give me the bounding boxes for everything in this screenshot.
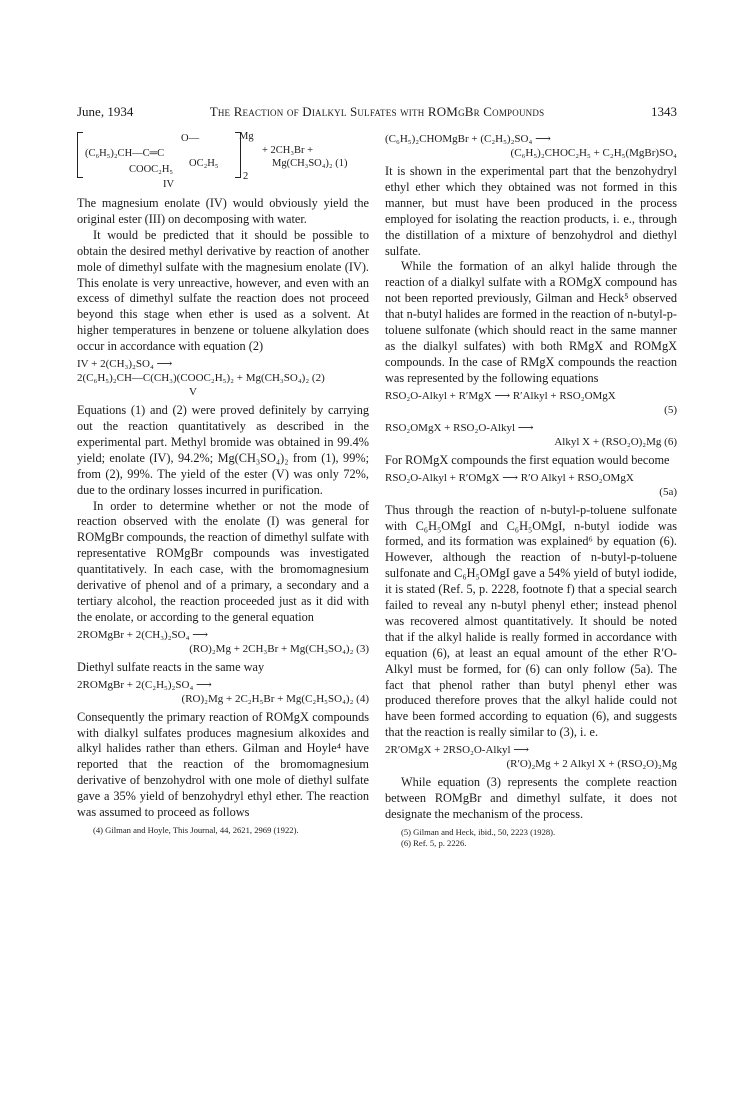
footnote-5: (5) Gilman and Heck, ibid., 50, 2223 (1928). [401,826,556,837]
equation-line: (RO)₂Mg + 2C₂H₅Br + Mg(C₂H₅SO₄)₂ (4) [181,692,369,705]
paragraph: The magnesium enolate (IV) would obviously yield the original ester (III) on decomposing with water. [77,196,369,226]
equation-line: (C₆H₅)₂CHOC₂H₅ + C₂H₅(MgBr)SO₄ [510,147,677,159]
footnote-4: (4) Gilman and Hoyle, This Journal, 44, 2621, 2969 (1922). [93,825,299,835]
struct-fragment: COOC₂H₅ [129,164,174,175]
struct-fragment: + 2CH₃Br + [262,145,314,156]
header-date: June, 1934 [77,104,134,119]
paragraph: Thus through the reaction of n-butyl-p-toluene sulfonate with C₆H₅OMgI and C₆H₅OMgI, n-butyl iodide was formed, and its formation was explained⁶ by equation (6). However, although the reaction of n-butyl-p-toluene sulfonate and C₆H₅OMgI gave a 54% yield of butyl iodide, it is stated (Ref. 5, p. 2228, footnote f) that a special search failed to reveal any n-butyl phenyl ether; instead phenol was recovered almost quantitatively. It should be noted that if the alkyl halide is really formed in accordance with equation (6), at least an equal amount of the ether R′O-Alkyl must be formed, for (6) can only follow (5a). The fact that phenol rather than butyl phenyl ether was produced therefore proves that the alkyl halide could not have been formed according to equation (6), and suggests that the reaction is really similar to (3), i. e. [385,502,677,740]
equation-line: RSO₂O-Alkyl + R′OMgX ⟶ R′O Alkyl + RSO₂OMgX [385,471,634,484]
paragraph: It would be predicted that it should be possible to obtain the desired methyl derivative by reaction of another mole of dimethyl sulfate with the magnesium enolate (IV). This enolate is very unreactive, however, and even with an excess of dimethyl sulfate the reaction does not proceed beyond this stage when ether is used as a solvent. At higher temperatures in benzene or toluene alkylation does occur in accordance with equation (2) [77,227,369,354]
equation-benzohydryl [385,132,677,160]
equation-4 [77,678,369,706]
paragraph: In order to determine whether or not the mode of reaction observed with the enolate (I) was general for ROMgBr compounds, the reaction of dimethyl sulfate with representative ROMgBr compounds was investigated quantitatively. In each case, with the bromomagnesium derivative of phenol and of a primary, a secondary and a tertiary alcohol, the reaction proceeded just as it did with the enolate, or according to the general equation [77,498,369,624]
paragraph: For ROMgX compounds the first equation would become [385,452,670,467]
page-number: 1343 [651,104,677,119]
equation-line: 2ROMgBr + 2(C₂H₅)₂SO₄ ⟶ [77,678,212,691]
paragraph: While the formation of an alkyl halide through the reaction of a dialkyl sulfate with a ROMgX compound has not been reported previously, Gilman and Heck⁵ observed that n-butyl halides are formed in the reaction of n-butyl-p-toluene sulfonate (which should react in the same manner as the dialkyl sulfates) with both RMgX and ROMgX compounds. In the case of RMgX compounds the reaction was represented by the following equations [385,259,677,385]
struct-fragment: 2 [243,171,249,182]
equation-label: V [189,386,197,399]
right-column [385,130,677,849]
structure-equation-1 [77,130,369,192]
left-bracket [77,132,83,178]
left-column [77,130,369,836]
equation-line: (RO)₂Mg + 2CH₃Br + Mg(CH₃SO₄)₂ (3) [189,642,369,655]
equation-number: (5) [664,403,677,416]
footnote-6: (6) Ref. 5, p. 2226. [401,837,467,848]
equation-line: Alkyl X + (RSO₂O)₂Mg (6) [554,435,677,448]
paragraph: Equations (1) and (2) were proved definitely by carrying out the reaction quantitatively as described in the experimental part. Methyl bromide was obtained in 99.4% yield; enolate (IV), 94.2%; Mg(CH₃SO₄)₂ from (1), 99%; from (2), 99%. The yield of the ester (V) was only 72%, due to the ordinary losses incurred in purification. [77,403,369,497]
equation-line: RSO₂O-Alkyl + R′MgX ⟶ R′Alkyl + RSO₂OMgX [385,389,616,402]
equation-line: (R′O)₂Mg + 2 Alkyl X + (RSO₂O)₂Mg [506,758,677,771]
equation-line: 2(C₆H₅)₂CH—C(CH₃)(COOC₂H₅)₂ + Mg(CH₃SO₄)₂ (2) [77,372,325,385]
paragraph: Consequently the primary reaction of ROMgX compounds with dialkyl sulfates produces magnesium alkoxides and alkyl halides rather than ethers. Gilman and Hoyle⁴ have reported that the reaction of the bromomagnesium derivative of benzohydrol with one mole of diethyl sulfate gave a 35% yield of benzohydryl ethyl ether. The reaction was assumed to proceed as follows [77,709,369,820]
paragraph: It is shown in the experimental part that the benzohydryl ethyl ether which they obtained was not formed in this manner, but must have been produced in the process employed for isolating the reaction products, i. e., through the distillation of a mixture of benzohydrol and diethyl sulfate. [385,164,677,258]
equation-2 [77,357,369,399]
header-title: The Reaction of Dialkyl Sulfates with ROMgBr Compounds [209,104,545,119]
struct-label: IV [163,179,175,190]
equation-5 [385,389,677,417]
struct-fragment: (C₆H₅)₂CH—C═C [85,148,165,159]
equation-line: IV + 2(CH₃)₂SO₄ ⟶ [77,358,173,371]
equation-line: RSO₂OMgX + RSO₂O-Alkyl ⟶ [385,421,534,434]
struct-fragment: OC₂H₅ [189,158,219,169]
paragraph: While equation (3) represents the complete reaction between ROMgBr and dimethyl sulfate, it does not designate the mechanism of the process. [385,775,677,821]
running-header [77,104,677,124]
equation-line: (C₆H₅)₂CHOMgBr + (C₂H₅)₂SO₄ ⟶ [385,133,551,145]
equation-7 [385,743,677,771]
paragraph: Diethyl sulfate reacts in the same way [77,659,265,674]
equation-3 [77,628,369,656]
equation-6 [385,421,677,449]
equation-line: 2ROMgBr + 2(CH₃)₂SO₄ ⟶ [77,628,208,641]
struct-fragment: Mg [239,131,254,142]
struct-fragment: O— [181,133,200,144]
equation-5a [385,471,677,499]
equation-line: 2R′OMgX + 2RSO₂O-Alkyl ⟶ [385,744,530,757]
struct-fragment: Mg(CH₃SO₄)₂ (1) [272,158,348,169]
equation-number: (5a) [659,485,677,498]
